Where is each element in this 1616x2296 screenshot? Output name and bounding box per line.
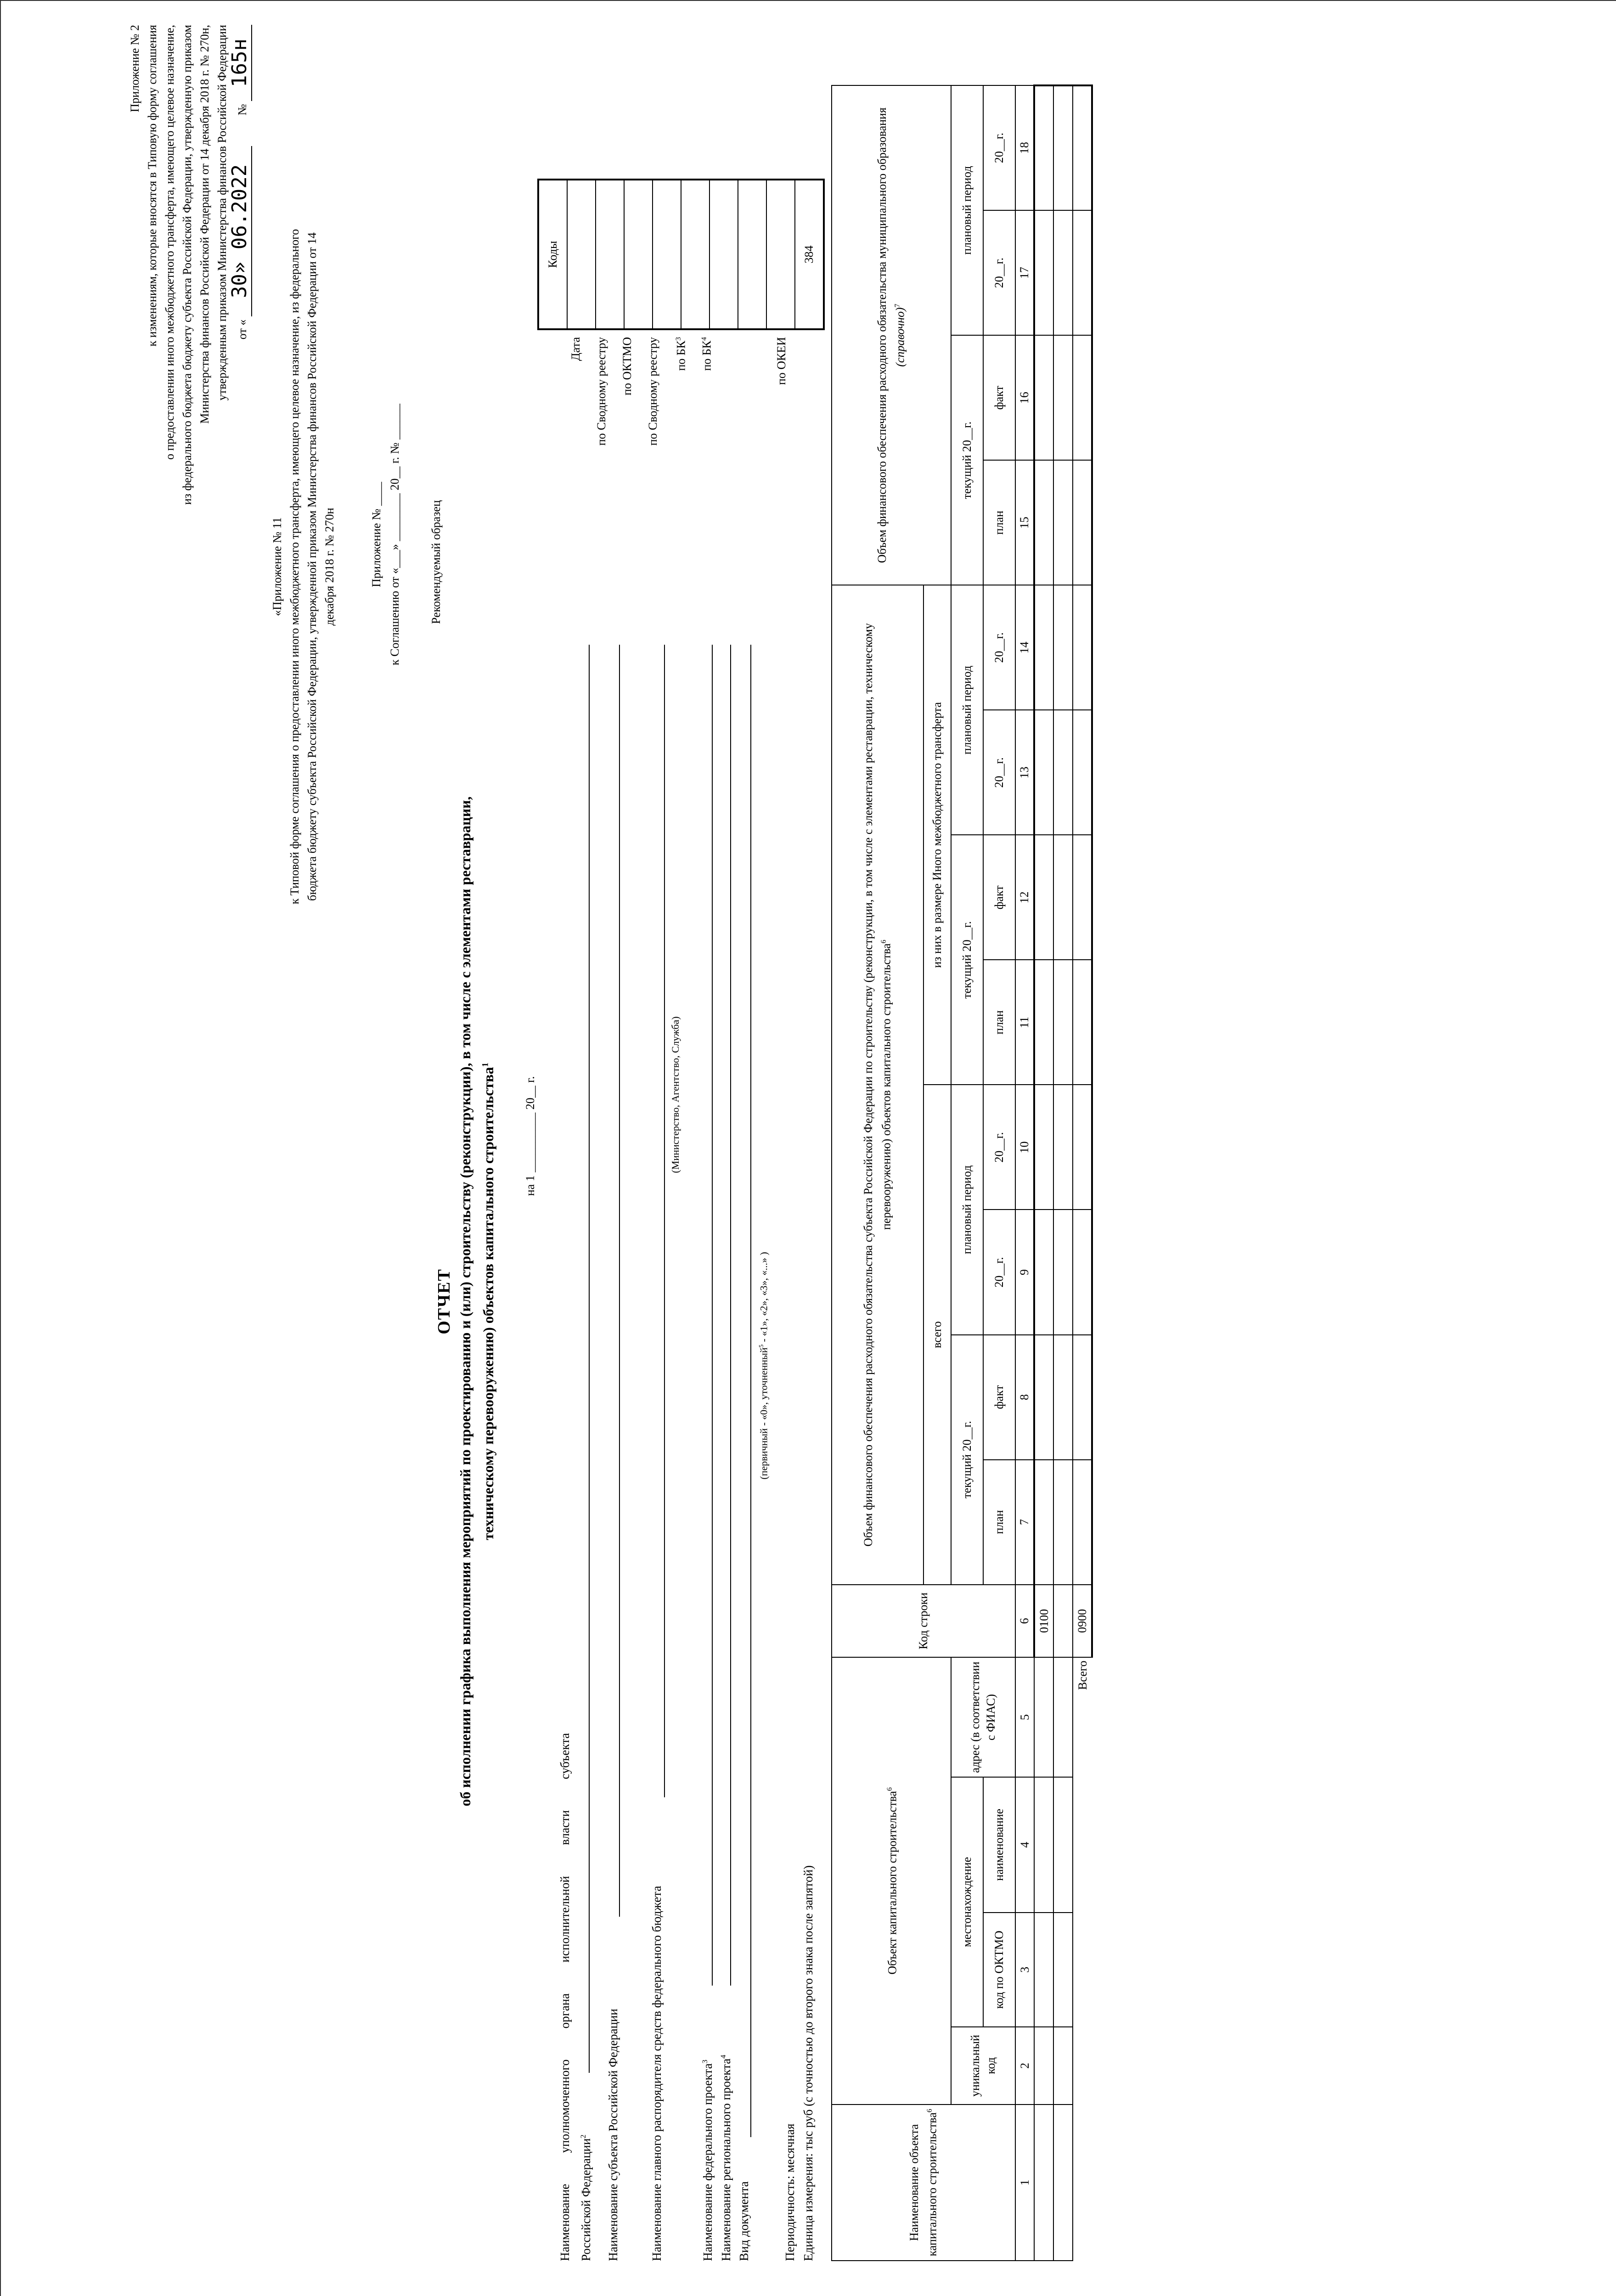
footnote-ref: 6 [886,1787,894,1791]
col-num: 9 [1015,1210,1034,1334]
header-fact: факт [983,1335,1015,1460]
report-subtitle-2: техническому перевооружению) объектов капитального строительства [480,1067,496,1541]
table-cell [1053,2105,1073,2261]
row-code-cell: 0100 [1034,1585,1053,1658]
agreement-line-2: к Соглашению от «___» ________ 20__ г. № ______ [388,404,401,665]
appendix-11-line: к Типовой форме соглашения о предоставлении иного межбюджетного трансферта, имеющего целевое назначение, из федерального [288,229,301,905]
code-label [692,337,717,658]
table-cell [1053,460,1073,585]
appendix-2-line: Министерства финансов Российской Федерации от 14 декабря 2018 г. № 270н, [198,25,211,424]
codes-row [567,180,596,329]
table-cell [1034,1777,1053,1913]
footnote-ref: 3 [701,2060,709,2064]
codes-value [738,180,766,329]
codes-value [567,180,596,329]
table-cell [1073,1335,1092,1460]
header-year: 20__г. [983,210,1015,335]
field-subject-label: Наименование субъекта Российской Федерации [606,2009,620,2261]
col-num: 4 [1015,1777,1034,1913]
appendix-2-title: Приложение № 2 [128,25,141,113]
header-plan: план [983,960,1015,1085]
appendix-2-line: о предоставлении иного межбюджетного трансферта, имеющего целевое назначение, [163,25,176,460]
from-prefix: от « [236,319,249,340]
field-distributor-line [664,645,665,1797]
field-distributor-hint: (Министерство, Агентство, Служба) [670,1016,681,1173]
codes-labels [537,337,794,658]
col-num: 2 [1015,2027,1034,2105]
table-cell [1073,1460,1092,1585]
column-numbers-row [1015,85,1034,2261]
code-label-text: по БК [674,340,688,371]
table-cell [1034,1085,1053,1210]
appendix-2-line: утвержденным приказом Министерства финансов Российской Федерации [215,25,229,401]
header-unique-code: уникальный код [951,2027,1015,2105]
total-label: Всего [1075,1660,1089,1690]
header-municipal [832,85,951,585]
header-current: текущий 20__г. [951,835,983,1085]
total-label-cell [1073,1657,1092,2261]
footnote-ref: 3 [675,337,682,341]
footnote-ref: 5 [758,1344,765,1348]
appendix-2-block [126,25,251,828]
codes-row [624,180,653,329]
field-unit: Единица измерения: тыс руб (с точностью до второго знака после запятой) [801,1865,815,2261]
codes-table [537,179,825,330]
number-prefix: № [236,104,249,116]
field-authority-text-2: Российской Федерации [579,2138,593,2261]
field-authority-label-2 [574,2135,595,2261]
table-row [1053,85,1073,2261]
codes-row [738,180,766,329]
col-num: 12 [1015,835,1034,960]
field-doc-type-label: Вид документа [737,2181,751,2261]
header-object [832,1657,951,2105]
table-cell [1053,585,1073,710]
codes-row [653,180,681,329]
table-cell [1073,960,1092,1085]
header-planned: плановый период [951,1085,983,1334]
table-cell [1034,210,1053,335]
col-num: 15 [1015,460,1034,585]
header-row-3 [951,85,983,2261]
table-cell [1034,460,1053,585]
table-cell [1053,835,1073,960]
col-num: 6 [1015,1585,1034,1658]
codes-row [596,180,624,329]
doc-type-hint-text: (первичный - «0», уточненный [758,1347,770,1480]
header-planned: плановый период [951,85,983,335]
header-location-name: наименование [983,1777,1015,1913]
header-row-4 [983,85,1015,2261]
code-label [717,337,743,658]
code-label [640,337,666,658]
col-num: 11 [1015,960,1034,1085]
header-text: Объем финансового обеспечения расходного обязательства субъекта Российской Федерации по строительству (реконструкции, в том числе с элементами реставрации, техническому перевооружению) объектов капитального строительства [861,623,893,1547]
table-cell [1034,835,1053,960]
field-doc-type-line [750,645,751,2137]
header-current: текущий 20__г. [951,1335,983,1585]
codes-row [795,180,824,329]
header-year: 20__г. [983,585,1015,710]
table-cell [1053,1460,1073,1585]
header-plan: план [983,1460,1015,1585]
table-cell [1053,1335,1073,1460]
code-label [666,337,692,658]
table-cell [1034,85,1053,210]
col-num: 17 [1015,210,1034,335]
codes-value [681,180,709,329]
report-subtitle-1: об исполнении графика выполнения мероприятий по проектированию и (или) строительству (реконструкции), в том числе с элементами реставрации, [457,796,473,1806]
field-periodicity: Периодичность: месячная [783,2123,797,2261]
field-distributor-label: Наименование главного распорядителя средств федерального бюджета [650,1885,664,2261]
codes-value [624,180,653,329]
codes-value [766,180,795,329]
table-cell [1073,710,1092,835]
col-num: 3 [1015,1913,1034,2027]
code-label [589,337,614,658]
col-num: 13 [1015,710,1034,835]
footnote-ref: 4 [719,2054,727,2059]
table-cell [1073,585,1092,710]
table-cell [1034,1210,1053,1334]
header-transfer: из них в размере Иного межбюджетного трансферта [923,585,951,1085]
appendix-11-line: бюджета бюджету субъекта Российской Федерации, утвержденной приказом Министерства финансов Российской Федерации от 14 [305,232,319,901]
header-text: Объект капитального строительства [885,1791,899,1975]
report-date-line: на 1 __________ 20__ г. [524,1076,537,1196]
doc-type-hint-text-2: - «1», «2», «3», «...» ) [758,1252,770,1345]
header-plan: план [983,460,1015,585]
header-year: 20__г. [983,710,1015,835]
codes-value: 384 [795,180,824,329]
field-authority-text: Наименование уполномоченного органа исполнительной власти субъекта [558,1733,572,2261]
header-text: (справочно) [893,307,907,367]
table-cell [1034,585,1053,710]
appendix-11-line: декабря 2018 г. № 270н [323,507,336,626]
footnote-ref: 1 [480,1062,490,1067]
header-year: 20__г. [983,85,1015,210]
col-num: 8 [1015,1335,1034,1460]
footnote-ref: 2 [579,2134,587,2138]
field-subject-line [619,645,620,1917]
table-cell [1053,1210,1073,1334]
code-label-text: Дата [569,337,582,361]
table-cell [1073,460,1092,585]
appendix-2-date-line [228,25,251,828]
table-cell [1073,835,1092,960]
appendix-2-line: из федерального бюджета бюджету субъекта Российской Федерации, утвержденную приказом [180,25,194,505]
table-cell [1034,1460,1053,1585]
footnote-ref: 4 [700,337,708,341]
field-regional-project-text: Наименование регионального проекта [719,2058,733,2261]
field-doc-type-hint [758,1136,770,1595]
header-fact: факт [983,835,1015,960]
table-cell [1053,710,1073,835]
code-label-text: по ОКЕИ [775,337,788,385]
header-text: Наименование объекта капитального строительства [907,2112,939,2257]
field-regional-project-line [730,645,731,1986]
col-num: 1 [1015,2105,1034,2261]
header-address: адрес (в соответствии с ФИАС) [951,1657,1015,1777]
code-label [537,337,563,658]
header-object-name [832,2105,1015,2261]
table-cell [1034,710,1053,835]
total-code-cell: 0900 [1073,1585,1092,1658]
main-table [831,84,1093,2261]
codes-value [653,180,681,329]
report-title: ОТЧЕТ [434,1268,454,1334]
header-year: 20__г. [983,1210,1015,1334]
table-cell [1053,1913,1073,2027]
col-num: 14 [1015,585,1034,710]
codes-row [766,180,795,329]
appendix-2-line: к изменениям, которые вносятся в Типовую форму соглашения [146,25,159,347]
code-label [743,337,769,658]
table-cell [1034,2105,1053,2261]
table-cell [1034,1657,1053,1777]
code-label [769,337,794,658]
header-planned: плановый период [951,585,983,835]
table-cell [1073,1210,1092,1334]
code-label-text: по Сводному реестру [595,337,608,446]
table-cell [1053,1657,1073,1777]
date-stamp: 30» 06.2022 [228,146,252,316]
table-cell [1053,210,1073,335]
footnote-ref: 6 [880,940,888,944]
appendix-11-title: «Приложение № 11 [270,517,284,616]
table-cell [1053,2027,1073,2105]
codes-header-row [538,180,567,329]
header-fact: факт [983,335,1015,460]
header-row-1 [832,85,923,2261]
table-cell [1053,1777,1073,1913]
field-federal-project-line [712,645,713,1986]
col-num: 5 [1015,1657,1034,1777]
col-num: 18 [1015,85,1034,210]
header-volume [832,585,923,1584]
code-label [563,337,589,658]
codes-header: Коды [538,180,567,329]
field-federal-project-text: Наименование федерального проекта [701,2063,715,2261]
header-total: всего [923,1085,951,1584]
table-cell [1053,960,1073,1085]
header-oktmo: код по ОКТМО [983,1913,1015,2027]
field-authority-label [556,1733,574,2261]
table-cell [1073,1085,1092,1210]
header-current: текущий 20__г. [951,335,983,585]
table-cell [1053,1085,1073,1210]
code-label-text: по ОКТМО [620,337,634,395]
codes-row [681,180,709,329]
code-label-text: по Сводному реестру [646,337,659,446]
table-cell [1053,1585,1073,1658]
field-authority-line [589,645,590,2073]
table-cell [1053,85,1073,210]
table-cell [1073,210,1092,335]
header-location: местонахождение [951,1777,983,2027]
table-cell [1034,1913,1053,2027]
header-row-code: Код строки [832,1585,1015,1658]
total-row [1073,85,1092,2261]
code-label-text: по БК [700,340,714,371]
table-cell [1073,85,1092,210]
table-cell [1034,1335,1053,1460]
recommended-sample: Рекомендуемый образец [429,500,443,624]
header-year: 20__г. [983,1085,1015,1210]
codes-value [709,180,738,329]
code-label [614,337,640,658]
appendix-11-block [269,98,338,1035]
number-stamp: 165н [228,25,252,101]
agreement-line-1: Приложение № ____ [370,482,383,587]
col-num: 7 [1015,1460,1034,1585]
table-cell [1034,960,1053,1085]
codes-row [709,180,738,329]
footnote-ref: 7 [894,304,902,308]
header-text: Объем финансового обеспечения расходного обязательства муниципального образования [875,107,889,563]
table-row [1034,85,1053,2261]
footnote-ref: 6 [926,2109,934,2113]
report-subtitle-2-row [480,567,497,2036]
table-cell [1073,335,1092,460]
col-num: 10 [1015,1085,1034,1210]
field-regional-project-label [714,2055,735,2261]
table-cell [1053,335,1073,460]
table-cell [1034,2027,1053,2105]
table-cell [1034,335,1053,460]
col-num: 16 [1015,335,1034,460]
agreement-block [367,328,404,741]
codes-value [596,180,624,329]
